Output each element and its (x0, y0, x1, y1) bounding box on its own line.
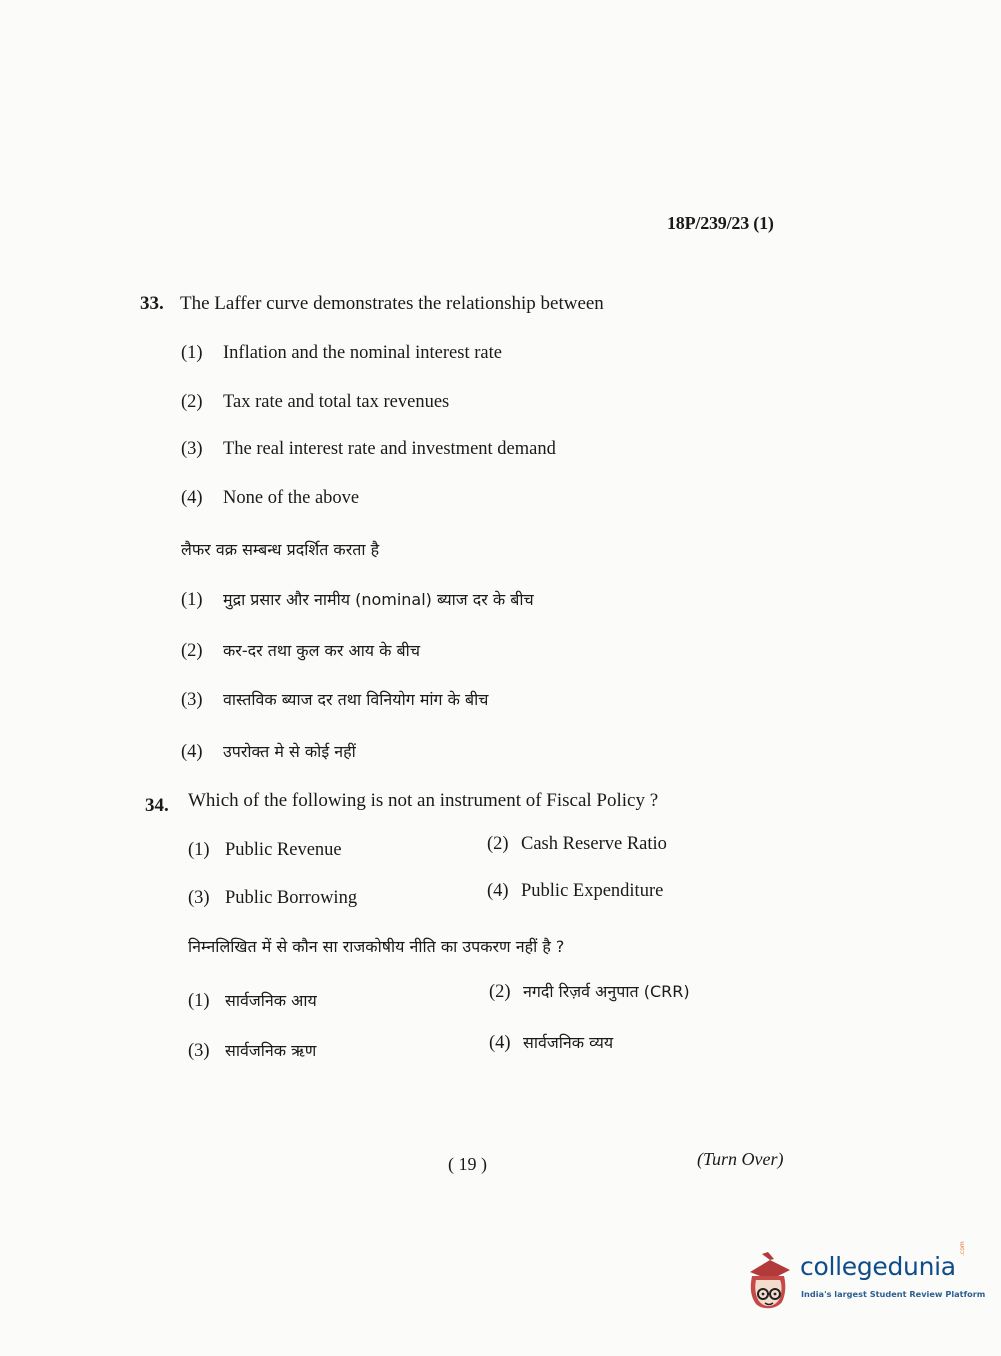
option-number: (4) (181, 742, 203, 762)
option-text: कर-दर तथा कुल कर आय के बीच (223, 641, 420, 660)
option-text: नगदी रिज़र्व अनुपात (CRR) (523, 982, 690, 1001)
option-number: (4) (181, 488, 203, 508)
page-number: ( 19 ) (448, 1154, 487, 1174)
option-number: (2) (489, 982, 511, 1002)
option-number: (1) (181, 590, 203, 610)
option-text: Public Revenue (225, 840, 342, 860)
option-number: (2) (181, 392, 203, 412)
option-text: उपरोक्त मे से कोई नहीं (223, 742, 356, 761)
q33-hindi-option-1 (181, 588, 534, 611)
option-number: (2) (181, 641, 203, 661)
option-text: Cash Reserve Ratio (521, 834, 667, 854)
option-number: (4) (489, 1033, 511, 1053)
q33-hindi-option-4 (181, 740, 356, 763)
option-text: सार्वजनिक ऋण (225, 1041, 317, 1060)
question-33-number: 33. (140, 293, 164, 314)
q34-hindi-option-4 (489, 1031, 613, 1054)
option-text: वास्तविक ब्याज दर तथा विनियोग मांग के बीच (223, 690, 489, 709)
question-34-number: 34. (145, 795, 169, 816)
student-mascot-icon (740, 1250, 796, 1314)
option-number: (3) (188, 1041, 210, 1061)
option-text: मुद्रा प्रसार और नामीय (nominal) ब्याज दर के बीच (223, 590, 534, 609)
option-number: (1) (188, 840, 210, 860)
option-text: The real interest rate and investment demand (223, 439, 556, 459)
paper-code: 18P/239/23 (1) (667, 213, 774, 233)
brand-name: collegedunia (800, 1252, 956, 1281)
q33-option-4 (181, 488, 359, 509)
option-text: None of the above (223, 488, 360, 508)
option-number: (4) (487, 881, 509, 901)
option-number: (3) (181, 439, 203, 459)
question-34-hindi-text: निम्नलिखित में से कौन सा राजकोषीय नीति का उपकरण नहीं है ? (188, 937, 565, 956)
turn-over-note: (Turn Over) (697, 1149, 784, 1169)
brand-tagline: India's largest Student Review Platform (801, 1289, 986, 1299)
option-number: (1) (188, 991, 210, 1011)
option-text: Public Expenditure (521, 881, 664, 901)
option-text: Tax rate and total tax revenues (223, 392, 450, 412)
q33-hindi-option-3 (181, 688, 488, 711)
q33-option-2 (181, 392, 449, 413)
option-number: (3) (181, 690, 203, 710)
question-33-hindi-text: लैफर वक्र सम्बन्ध प्रदर्शित करता है (181, 540, 380, 559)
option-text: Public Borrowing (225, 888, 358, 908)
option-text: सार्वजनिक आय (225, 991, 317, 1010)
collegedunia-watermark (740, 1241, 986, 1320)
q34-option-4 (487, 881, 663, 902)
q34-hindi-option-2 (489, 980, 690, 1003)
option-text: सार्वजनिक व्यय (523, 1033, 614, 1052)
q33-option-3 (181, 439, 556, 460)
question-33-text: The Laffer curve demonstrates the relationship between (180, 293, 604, 314)
question-34-text: Which of the following is not an instrument of Fiscal Policy ? (188, 790, 659, 811)
option-text: Inflation and the nominal interest rate (223, 343, 502, 363)
q34-option-2 (487, 834, 667, 855)
q34-option-1 (188, 840, 342, 861)
brand-suffix: .com (959, 1241, 966, 1256)
q34-option-3 (188, 888, 357, 909)
option-number: (2) (487, 834, 509, 854)
q33-option-1 (181, 343, 502, 364)
option-number: (3) (188, 888, 210, 908)
q34-hindi-option-3 (188, 1039, 316, 1062)
q34-hindi-option-1 (188, 989, 317, 1012)
q33-hindi-option-2 (181, 639, 420, 662)
option-number: (1) (181, 343, 203, 363)
